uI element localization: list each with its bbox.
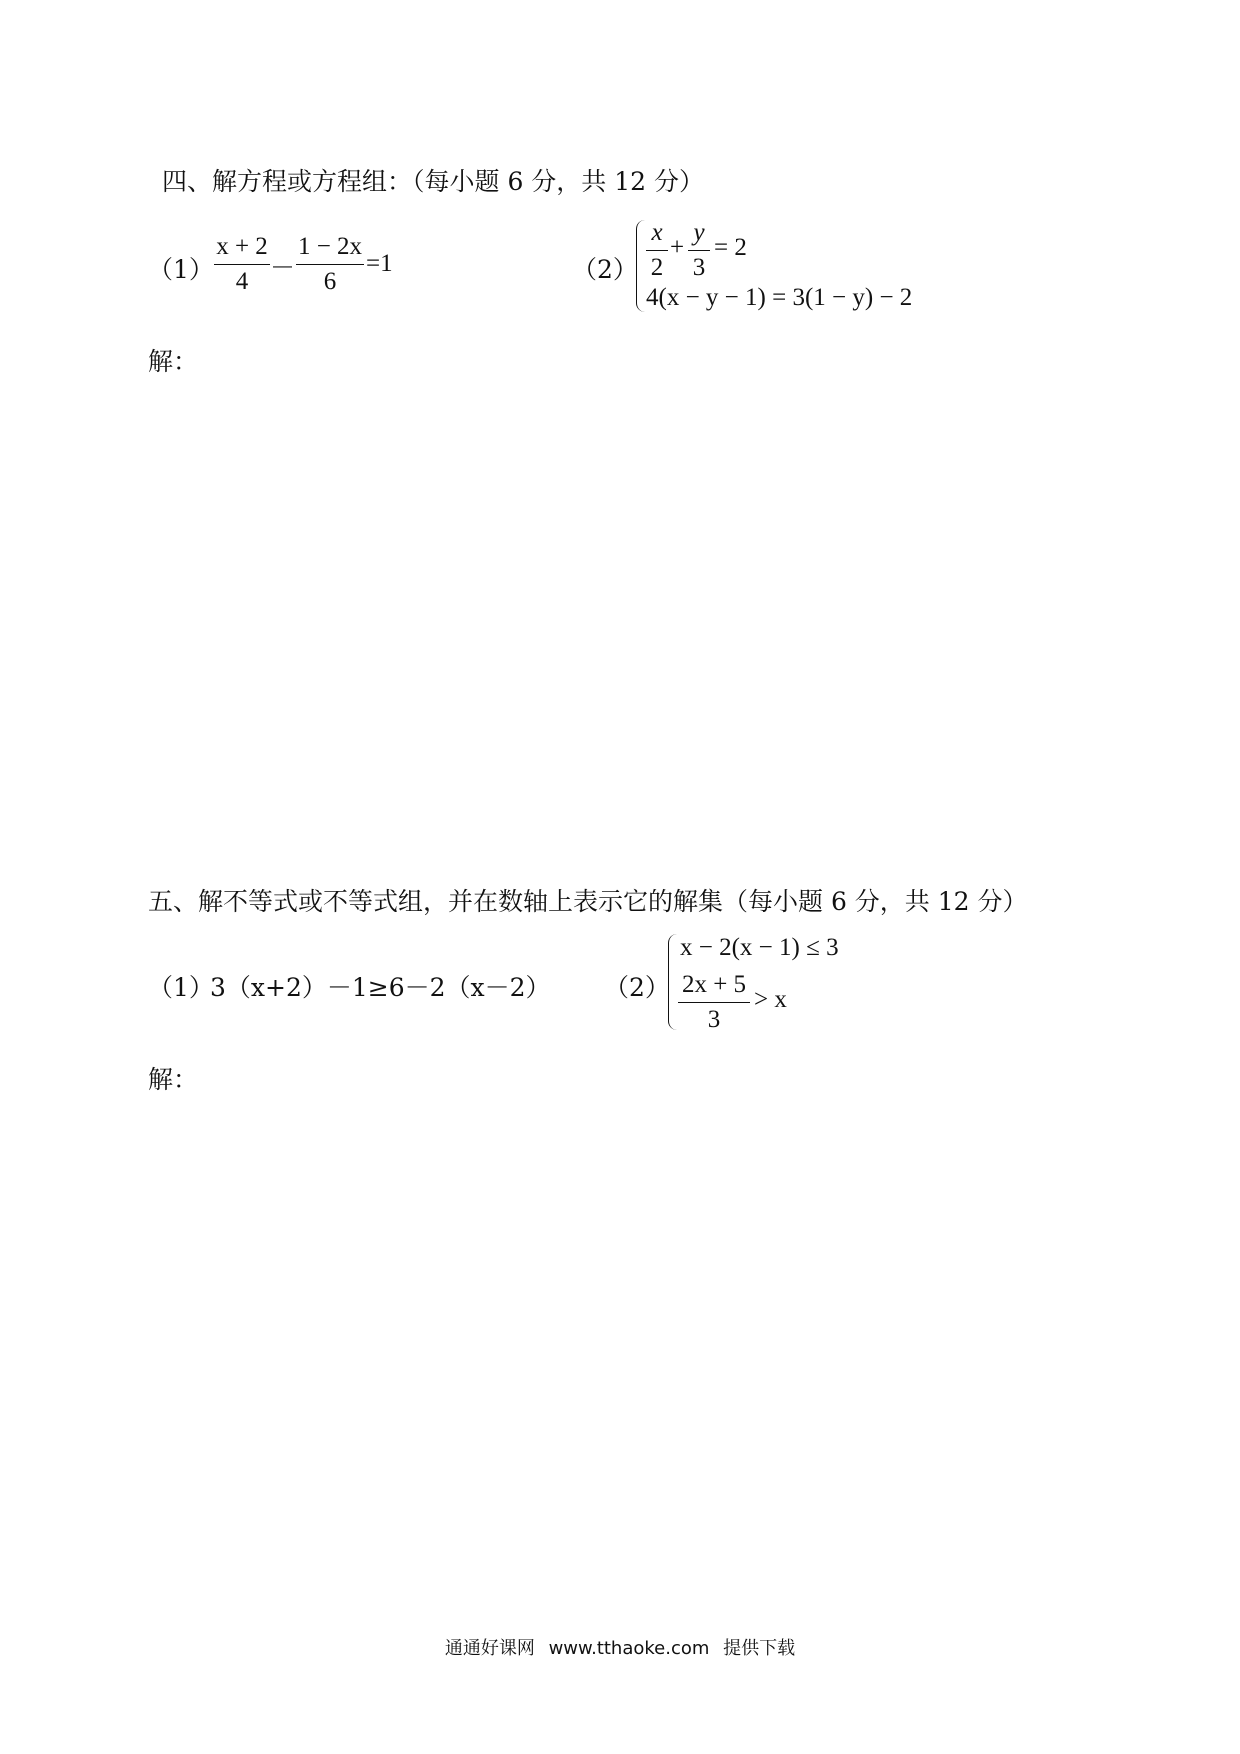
fraction-bar <box>646 250 668 251</box>
fraction-denominator: 3 <box>707 1006 721 1033</box>
footer-suffix: 提供下载 <box>723 1638 796 1659</box>
fraction-bar <box>688 250 710 251</box>
fraction-denominator: 6 <box>323 268 337 295</box>
fraction-bar <box>678 1002 750 1003</box>
section4-q2-brace <box>636 220 645 312</box>
section4-q2-label: （2） <box>572 255 638 284</box>
section5-q2-fraction <box>678 970 750 1035</box>
section4-q1-fraction-1 <box>214 232 270 297</box>
section4-q1-label: （1） <box>148 255 214 284</box>
fraction-numerator: y <box>693 219 705 246</box>
section5-q2-line1: x − 2(x − 1) ≤ 3 <box>680 934 839 961</box>
fraction-numerator: 2x + 5 <box>681 971 747 998</box>
fraction-numerator: 1 − 2x <box>297 233 363 260</box>
fraction-denominator: 2 <box>650 254 664 281</box>
section5-q2-brace <box>668 934 677 1030</box>
section4-q2-line1-rhs: = 2 <box>714 234 747 261</box>
section4-heading: 四、解方程或方程组：（每小题 6 分，共 12 分） <box>162 167 705 196</box>
fraction-bar <box>296 264 364 265</box>
section4-q2-line2: 4(x − y − 1) = 3(1 − y) − 2 <box>646 284 913 311</box>
section5-answer-label: 解： <box>148 1065 199 1094</box>
section4-q1-rhs: =1 <box>366 250 393 277</box>
section4-q2-fraction-y <box>688 218 710 283</box>
fraction-denominator: 4 <box>235 268 249 295</box>
fraction-numerator: x <box>651 219 663 246</box>
section5-q2-label: （2） <box>604 973 670 1002</box>
section4-q2-plus: + <box>670 234 685 261</box>
fraction-bar <box>214 264 270 265</box>
fraction-numerator: x + 2 <box>216 233 268 260</box>
section4-q1-minus: － <box>270 255 296 282</box>
section5-q1-expression: 3（x+2）－1≥6－2（x－2） <box>210 973 551 1002</box>
section4-q2-fraction-x <box>646 218 668 283</box>
footer-url: www.tthaoke.com <box>548 1638 710 1659</box>
section5-q2-line2-rhs: > x <box>754 986 787 1013</box>
footer-site-name: 通通好课网 <box>444 1638 535 1659</box>
page-footer <box>0 1634 1240 1660</box>
section5-heading: 五、解不等式或不等式组，并在数轴上表示它的解集（每小题 6 分，共 12 分） <box>148 887 1028 916</box>
fraction-denominator: 3 <box>692 254 706 281</box>
section5-q1-label: （1） <box>148 973 214 1002</box>
section4-q1-fraction-2 <box>296 232 364 297</box>
section4-answer-label: 解： <box>148 347 199 376</box>
